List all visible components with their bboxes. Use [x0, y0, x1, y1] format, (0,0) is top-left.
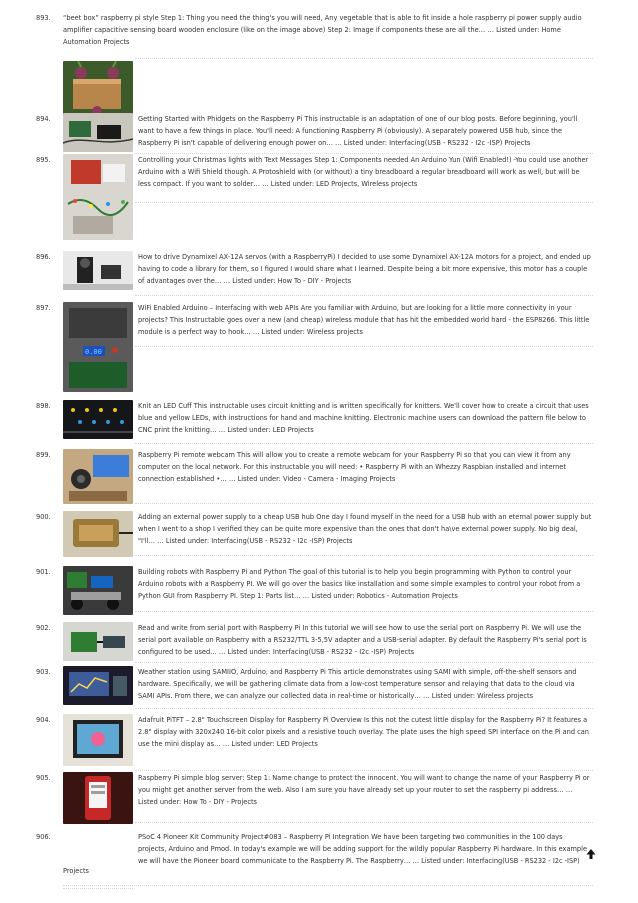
- item-number: 903.: [36, 668, 51, 676]
- item-description[interactable]: Knit an LED Cuff This instructable uses circuit knitting and is written specifically for knitters. We'll cover how to create a circuit that uses blue and yellow LEDs, with instructions for hand and machine knitting. Electronic machine users can download the pattern file below to CNC print the knitting… … Listed under: LED Projects: [138, 402, 589, 434]
- item-number: 900.: [36, 513, 51, 521]
- item-description[interactable]: Raspberry Pi simple blog server: Step 1: Name change to protect the innocent. You will want to change the name of your Raspberry Pi or you might get another server from the web. Also I am sure you have already set up your router to set the raspberry pi address… … Listed under: How To - DIY - Projects: [138, 774, 590, 806]
- beet-box-photo[interactable]: [63, 61, 133, 119]
- scroll-to-top-icon[interactable]: [586, 848, 596, 860]
- divider: [135, 555, 593, 556]
- dynamixel-servo-photo[interactable]: [63, 251, 133, 290]
- item-number: 901.: [36, 568, 51, 576]
- item-description[interactable]: Getting Started with Phidgets on the Raspberry Pi This instructable is an adaptation of one of our blog posts. Before beginning, you'll want to have a few things in place. You'll need: A functioning Raspberry Pi (obviously). A separately powered USB hub, since the Raspberry Pi isn't capable of delivering enough power on… … Listed under: Interfacing(USB - RS232 - I2c -ISP) Projects: [138, 115, 578, 147]
- divider: [135, 503, 593, 504]
- item-number: 897.: [36, 304, 51, 312]
- item-number: 894.: [36, 115, 51, 123]
- divider: [135, 202, 593, 203]
- divider: [135, 770, 593, 771]
- divider: [135, 295, 593, 296]
- divider: [63, 888, 133, 889]
- divider: [135, 346, 593, 347]
- item-number: 898.: [36, 402, 51, 410]
- item-description[interactable]: Adding an external power supply to a cheap USB hub One day I found myself in the need for a USB hub with an eternal power supply but when I went to a shop I verified they can be quite more expensive than the ones that don't ha\ve external power supply. No big deal, "I'll… … Listed under: Interfacing(USB - RS232 - I2c -ISP) Projects: [138, 513, 592, 545]
- item-number: 893.: [36, 14, 51, 22]
- python-robot-photo[interactable]: [63, 566, 133, 615]
- item-number: 904.: [36, 716, 51, 724]
- item-description[interactable]: Weather station using SAMIIO, Arduino, and Raspberry Pi This article demonstrates using SAMI with simple, off-the-shelf sensors and hardware. Specifically, we will be gathering climate data from a low-cost temperature sensor and relaying that data to the cloud via SAMI APIs. From there, we can analyze our collected data in real-time or historically… … Listed under: Wireless projects: [138, 668, 577, 700]
- item-description[interactable]: Adafruit PiTFT – 2.8" Touchscreen Display for Raspberry Pi Overview Is this not the cutest little display for the Raspberry Pi? It features a 2.8" display with 320x240 16-bit color pixels and a resistive touch overlay. The plate uses the high speed SPI interface on the Pi and can use the mini display as… … Listed under: LED Projects: [138, 716, 589, 748]
- item-description[interactable]: Read and write from serial port with Raspberry Pi In this tutorial we will see how to use the serial port on Raspberry Pi. We will use the serial port available on Raspberry with a RS232/TTL 3-5,5V adapter and a USB-serial adapter. By default the Raspberry Pi's serial port is configured to be used… … Listed under: Interfacing(USB - RS232 - I2c -ISP) Projects: [138, 624, 587, 656]
- item-description[interactable]: WiFi Enabled Arduino – Interfacing with web APIs Are you familiar with Arduino, but are looking for a little more connectivity in your projects? This Instructable goes over a new (and cheap) wireless module that has hit the embedded world hard - the ESP8266. This little module is a perfect way to hook… … Listed under: Wireless projects: [138, 304, 590, 336]
- wifi-arduino-photo[interactable]: [63, 302, 133, 392]
- item-description[interactable]: Raspberry Pi remote webcam This will allow you to create a remote webcam for your Raspberry Pi so that you can view it from any computer on the local network. For this instructable you will need: • Raspberry Pi with an Whezzy Raspbian installed and internet connection established •… … Listed under: Video - Camera - Imaging Projects: [138, 451, 571, 483]
- item-number: 905.: [36, 774, 51, 782]
- item-description[interactable]: How to drive Dynamixel AX-12A servos (with a RaspberryPi) I decided to use some Dynamixel AX-12A motors for a project, and ended up having to code a library for them, so I figured I would share what I learned. Despite being a bit more expensive, this motor has a couple of advantages over the… … Listed under: How To - DIY - Projects: [138, 253, 591, 285]
- divider: [135, 662, 593, 663]
- blog-server-photo[interactable]: [63, 772, 133, 824]
- item-description-tail: Projects: [63, 867, 89, 875]
- led-cuff-photo[interactable]: [63, 400, 133, 439]
- divider: [135, 611, 593, 612]
- divider: [135, 822, 593, 823]
- christmas-lights-photo[interactable]: [63, 154, 133, 240]
- item-number: 906.: [36, 833, 51, 841]
- divider: [135, 708, 593, 709]
- item-description[interactable]: PSoC 4 Pioneer Kit Community Project#083 – Raspberry Pi Integration We have been targeting two communities in the 100 days projects, Arduino and Pmod. In today's example we will be adding support for the wildly popular Raspberry Pi hardware. In this example we will have the Pioneer board communicate to the Raspberry Pi. The Raspberry… … Listed under: Interfacing(USB - RS232 - I2c -ISP): [138, 833, 588, 865]
- item-number: 899.: [36, 451, 51, 459]
- svg-text:0.00: 0.00: [85, 348, 102, 356]
- item-description[interactable]: “beet box” raspberry pi style Step 1: Thing you need the thing's you will need, Any vegetable that is able to fit inside a hole raspberry pi power supply audio amplifier capacitive sensing board wooden enclosure (like on the image above) Step 2: Image if components these are all the… … Listed under: Home Automation Projects: [63, 14, 582, 46]
- serial-port-photo[interactable]: [63, 622, 133, 661]
- divider: [135, 443, 593, 444]
- item-description[interactable]: Building robots with Raspberry Pi and Python The goal of this tutorial is to help you begin programming with Python to control your Arduino robots with a Raspberry PI. We will go over the basics like installation and some simple examples to control your robot from a Python GUI from Raspberry PI. Step 1: Parts list… … Listed under: Robotics - Automation Projects: [138, 568, 581, 600]
- pitft-display-photo[interactable]: [63, 714, 133, 766]
- item-number: 902.: [36, 624, 51, 632]
- divider: [63, 885, 593, 886]
- weather-station-photo[interactable]: [63, 666, 133, 705]
- item-description[interactable]: Controlling your Christmas lights with Text Messages Step 1: Components needed An Arduino Yun (Wifi Enabled!) -You could use another Arduino with a Wifi Shield though. A Protoshield with (or without) a tiny breadboard a regular breadboard will work as well, but will be less compact. If you want to solder… … Listed under: LED Projects, Wireless projects: [138, 156, 589, 188]
- divider: [135, 58, 593, 59]
- item-number: 896.: [36, 253, 51, 261]
- usb-hub-photo[interactable]: [63, 511, 133, 557]
- item-number: 895.: [36, 156, 51, 164]
- remote-webcam-photo[interactable]: [63, 449, 133, 504]
- phidgets-board-photo[interactable]: [63, 113, 133, 152]
